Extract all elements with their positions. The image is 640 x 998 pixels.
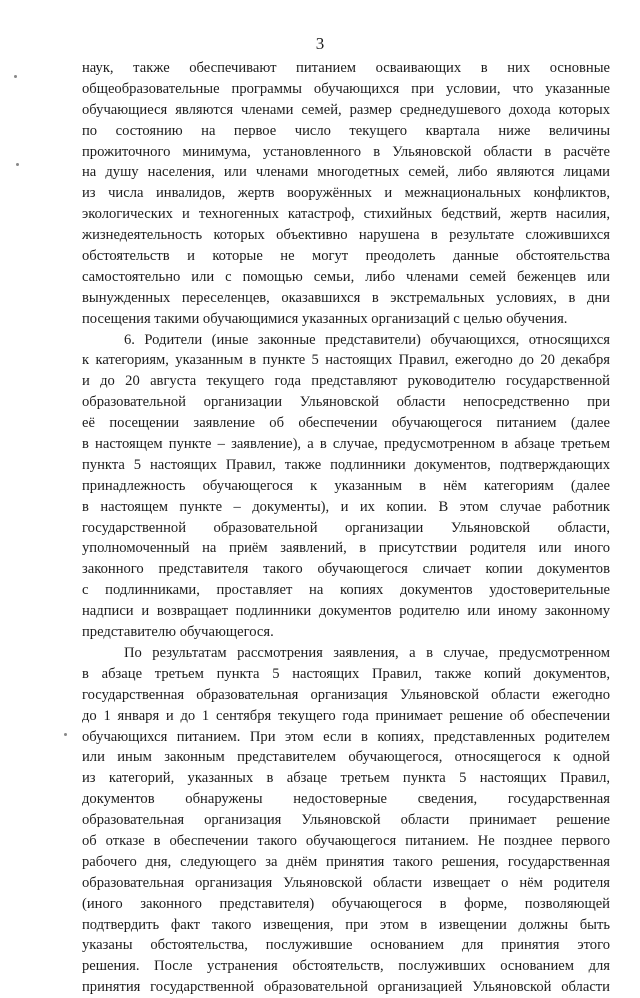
text-line: или иным законным представителем обучающегося, относящегося к одной — [82, 749, 610, 766]
text-line: уполномоченный на приём заявлений, в присутствии родителя или иного — [82, 540, 610, 557]
text-line: с подлинниками, проставляет на копиях документов удостоверительные — [82, 582, 610, 599]
text-line: По результатам рассмотрения заявления, а в случае, предусмотренном — [124, 644, 610, 661]
text-line: самостоятельно или с помощью семьи, либо членами семей беженцев или — [82, 268, 610, 285]
text-line: (иного законного представителя) обучающегося в форме, позволяющей — [82, 895, 610, 912]
text-line: пункта 5 настоящих Правил, также подлинники документов, подтверждающих — [82, 456, 610, 473]
text-line: надписи и возвращает подлинники документов родителю или иному законному — [82, 603, 610, 620]
text-line: документов обнаружены недостоверные сведения, государственная — [82, 791, 610, 808]
text-line: образовательная организация Ульяновской области извещает о нём родителя — [82, 874, 610, 891]
text-line: государственной образовательной организации Ульяновской области, — [82, 519, 610, 536]
text-line: наук, также обеспечивают питанием осваивающих в них основные — [82, 60, 610, 76]
text-line: из числа инвалидов, жертв вооружённых и межнациональных конфликтов, — [82, 185, 610, 202]
text-line: государственная образовательная организация Ульяновской области ежегодно — [82, 686, 610, 703]
text-line: в настоящем пункте – заявление), а в случае, предусмотренном в абзаце третьем — [82, 436, 610, 453]
text-line: об отказе в обеспечении такого обучающегося питанием. Не позднее первого — [82, 832, 610, 849]
text-line: подтвердить факт такого извещения, при этом в извещении должны быть — [82, 916, 610, 933]
text-line: в настоящем пункте – документы), и их копии. В этом случае работник — [82, 498, 610, 515]
text-line: обучающиеся являются членами семей, размер среднедушевого дохода которых — [82, 101, 610, 118]
text-line: решения. После устранения обстоятельств, послуживших основанием для — [82, 958, 610, 975]
text-line: принятия государственной образовательной организацией Ульяновской области — [82, 979, 610, 996]
text-line: из категорий, указанных в абзаце третьем пункта 5 настоящих Правил, — [82, 770, 610, 787]
text-line: экологических и техногенных катастроф, стихийных бедствий, жертв насилия, — [82, 206, 610, 223]
text-line: рабочего дня, следующего за днём принятия такого решения, государственная — [82, 853, 610, 870]
text-line: образовательная организация Ульяновской области принимает решение — [82, 812, 610, 829]
text-line: посещения такими обучающимися указанных организаций с целью обучения. — [82, 310, 568, 327]
text-line: на душу населения, или членами многодетных семей, либо являются лицами — [82, 164, 610, 181]
paragraph-decision — [82, 643, 610, 998]
paragraph-continuation — [82, 58, 610, 330]
text-line: обучающихся питанием. При этом если в копиях, представленных родителем — [82, 728, 610, 745]
document-body — [82, 58, 610, 998]
text-line: образовательной организации Ульяновской области непосредственно при — [82, 394, 610, 411]
text-line: к категориям, указанным в пункте 5 настоящих Правил, ежегодно до 20 декабря — [82, 352, 610, 369]
text-line: по состоянию на первое число текущего квартала ниже величины — [82, 122, 610, 139]
text-line: законного представителя такого обучающегося сличает копии документов — [82, 561, 610, 578]
text-line: указаны обстоятельства, послужившие основанием для принятия этого — [82, 937, 610, 954]
text-line: вынужденных переселенцев, оказавшихся в экстремальных условиях, в дни — [82, 289, 610, 306]
text-line: до 1 января и до 1 сентября текущего года принимает решение об обеспечении — [82, 707, 610, 724]
paragraph-item-6 — [82, 330, 610, 643]
text-line: общеобразовательные программы обучающихся при условии, что указанные — [82, 80, 610, 97]
text-line: и до 20 августа текущего года представляют руководителю государственной — [82, 373, 610, 390]
page-number: 3 — [315, 34, 325, 53]
text-line: в абзаце третьем пункта 5 настоящих Правил, также копий документов, — [82, 665, 610, 682]
scan-speck — [14, 75, 17, 78]
scan-speck — [16, 163, 19, 166]
text-line: 6. Родители (иные законные представители) обучающихся, относящихся — [124, 331, 610, 348]
text-line: прожиточного минимума, установленного в Ульяновской области в расчёте — [82, 143, 610, 160]
text-line: её посещении заявление об обеспечении обучающегося питанием (далее — [82, 415, 610, 432]
scan-speck — [64, 733, 67, 736]
text-line: принадлежность обучающегося к указанным в нём категориям (далее — [82, 477, 610, 494]
text-line: обстоятельств и которые не могут преодолеть данные обстоятельства — [82, 248, 610, 265]
text-line: представителю обучающегося. — [82, 624, 274, 641]
text-line: жизнедеятельность которых объективно нарушена в результате сложившихся — [82, 227, 610, 244]
